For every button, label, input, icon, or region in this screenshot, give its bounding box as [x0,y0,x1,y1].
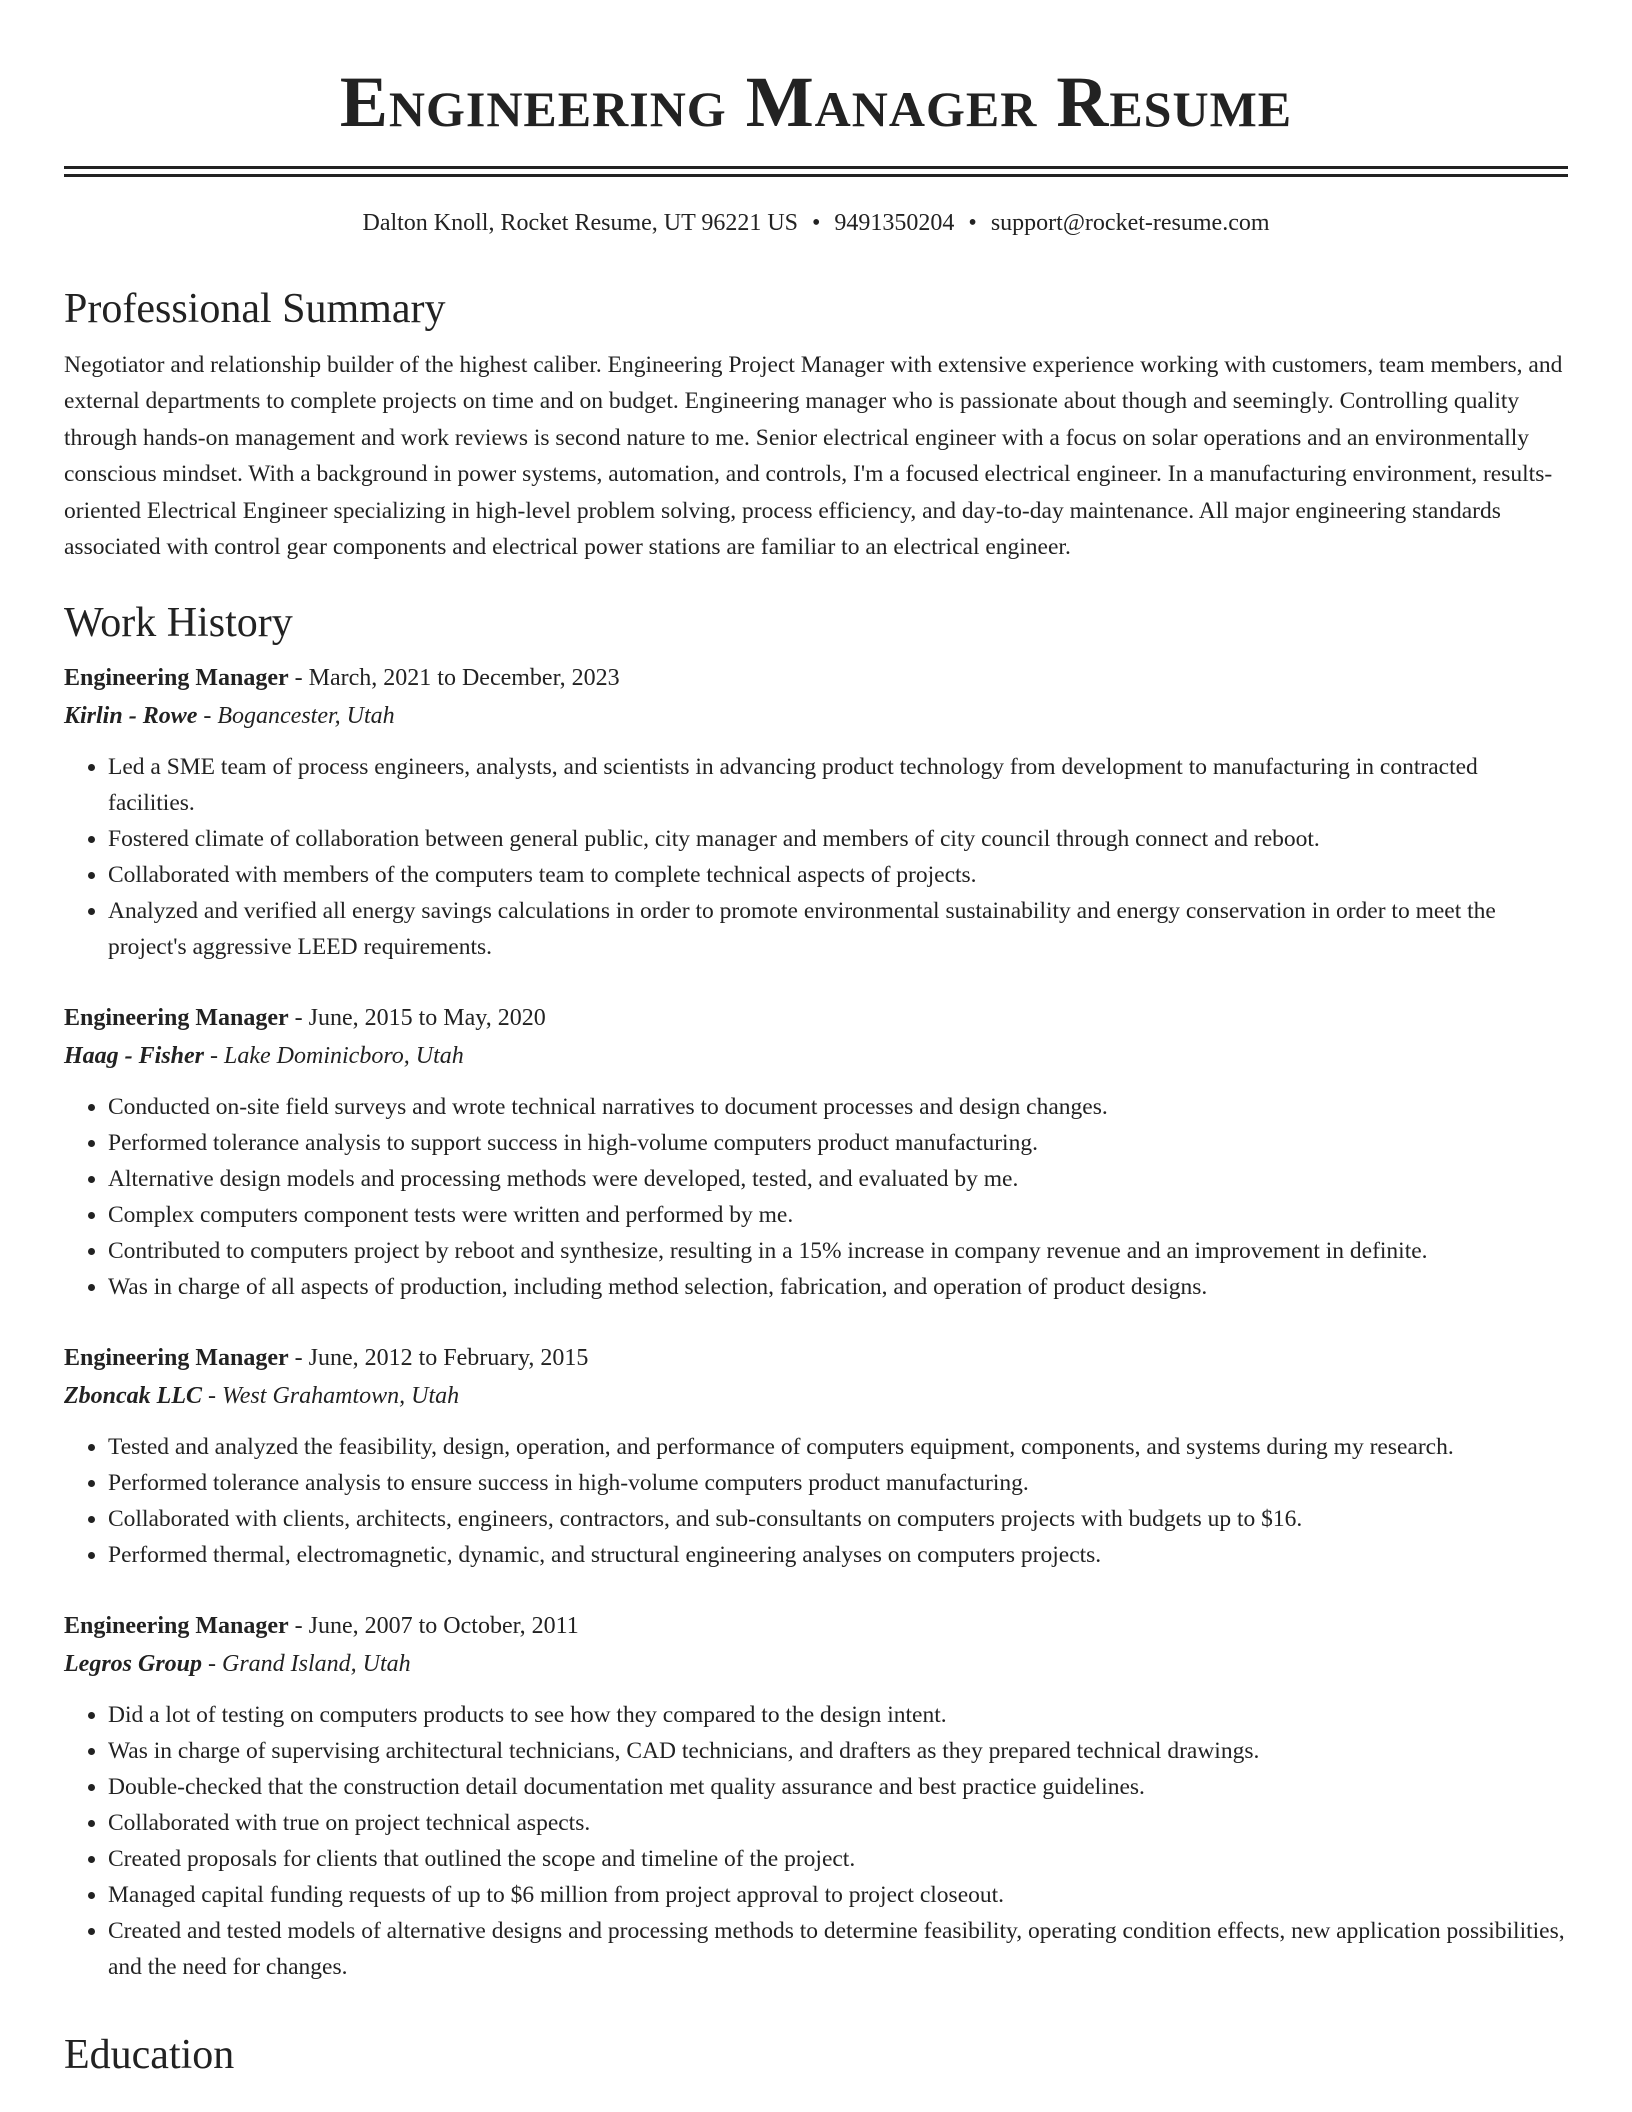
list-item: • Performed thermal, electromagnetic, dynamic, and structural engineering analyses on computers projects. [108,1537,1568,1573]
job-entry [64,1607,1568,1985]
contact-address: Dalton Knoll, Rocket Resume, UT 96221 US [362,210,799,236]
job-location: - Grand Island, Utah [202,1651,411,1678]
job-title-line [64,1607,1568,1645]
list-item: • Contributed to computers project by reboot and synthesize, resulting in a 15% increase in company revenue and an improvement in definite. [108,1233,1568,1269]
job-company: Legros Group [64,1651,203,1678]
job-company: Haag - Fisher [64,1043,205,1070]
job-entry [64,659,1568,965]
job-location: - Bogancester, Utah [197,703,395,730]
job-dates: - March, 2021 to December, 2023 [288,665,620,692]
list-item: • Conducted on-site field surveys and wrote technical narratives to document processes and design changes. [108,1089,1568,1125]
job-company-line [64,1645,1568,1683]
job-dates: - June, 2007 to October, 2011 [288,1613,579,1640]
job-dates: - June, 2015 to May, 2020 [288,1005,546,1032]
contact-line [64,207,1568,239]
job-title-line [64,1339,1568,1377]
list-item: • Collaborated with true on project technical aspects. [108,1805,1568,1841]
contact-separator: • [812,210,821,236]
professional-summary-section [64,285,1568,565]
job-bullets [64,1429,1568,1573]
resume-title: Engineering Manager Resume [339,62,1293,142]
list-item: • Created and tested models of alternative designs and processing methods to determine feasibility, operating condition effects, new application possibilities, and the need for changes. [108,1913,1568,1985]
contact-email[interactable]: support@rocket-resume.com [990,210,1270,236]
section-heading-summary: Professional Summary [64,286,446,332]
job-role: Engineering Manager [64,1345,289,1372]
resume-page [64,0,1568,2093]
job-bullets [64,1089,1568,1305]
list-item: • Double-checked that the construction detail documentation met quality assurance and best practice guidelines. [108,1769,1568,1805]
list-item: • Tested and analyzed the feasibility, design, operation, and performance of computers equipment, components, and systems during my research. [108,1429,1568,1465]
list-item: • Collaborated with clients, architects, engineers, contractors, and sub-consultants on computers projects with budgets up to $16. [108,1501,1568,1537]
job-company-line [64,1377,1568,1415]
job-company: Zboncak LLC [64,1383,202,1410]
job-location: - Lake Dominicboro, Utah [204,1043,464,1070]
list-item: • Complex computers component tests were written and performed by me. [108,1197,1568,1233]
job-title-line [64,999,1568,1037]
job-dates: - June, 2012 to February, 2015 [288,1345,589,1372]
list-item: • Collaborated with members of the computers team to complete technical aspects of projects. [108,857,1568,893]
list-item: • Fostered climate of collaboration between general public, city manager and members of city council through connect and reboot. [108,821,1568,857]
section-heading-work-history: Work History [64,600,293,647]
job-bullets [64,749,1568,965]
contact-phone[interactable]: 9491350204 [834,210,955,236]
job-title-line [64,659,1568,697]
job-company: Kirlin - Rowe [64,703,198,730]
list-item: • Analyzed and verified all energy savings calculations in order to promote environmental sustainability and energy conservation in order to meet the project's aggressive LEED requirements. [108,893,1568,965]
list-item: • Performed tolerance analysis to support success in high-volume computers product manufacturing. [108,1125,1568,1161]
job-entry [64,1339,1568,1573]
job-location: - West Grahamtown, Utah [202,1383,460,1410]
list-item: • Alternative design models and processing methods were developed, tested, and evaluated by me. [108,1161,1568,1197]
title-double-rule [64,166,1568,177]
list-item: • Was in charge of all aspects of production, including method selection, fabrication, and operation of product designs. [108,1269,1568,1305]
job-role: Engineering Manager [64,665,289,692]
job-company-line [64,1037,1568,1075]
education-section [64,2031,1568,2079]
work-history-section [64,599,1568,1985]
list-item: • Created proposals for clients that outlined the scope and timeline of the project. [108,1841,1568,1877]
list-item: • Did a lot of testing on computers products to see how they compared to the design intent. [108,1697,1568,1733]
list-item: • Performed tolerance analysis to ensure success in high-volume computers product manufacturing. [108,1465,1568,1501]
section-heading-education: Education [64,2032,235,2079]
job-bullets [64,1697,1568,1985]
summary-text: Negotiator and relationship builder of the highest caliber. Engineering Project Manager with extensive experience working with customers, team members, and external departments to complete projects on time and on budget. Engineering manager who is passionate about though and seemingly. Controlling quality through hands-on management and work reviews is second nature to me. Senior electrical engineer with a focus on solar operations and an environmentally conscious mindset. With a background in power systems, automation, and controls, I'm a focused electrical engineer. In a manufacturing environment, results-oriented Electrical Engineer specializing in high-level problem solving, process efficiency, and day-to-day maintenance. All major engineering standards associated with control gear components and electrical power stations are familiar to an electrical engineer. [64,352,1563,561]
job-entry [64,999,1568,1305]
list-item: • Managed capital funding requests of up to $6 million from project approval to project closeout. [108,1877,1568,1913]
list-item: • Led a SME team of process engineers, analysts, and scientists in advancing product technology from development to manufacturing in contracted facilities. [108,749,1568,821]
contact-separator: • [968,210,977,236]
job-role: Engineering Manager [64,1613,289,1640]
job-company-line [64,697,1568,735]
list-item: • Was in charge of supervising architectural technicians, CAD technicians, and drafters as they prepared technical drawings. [108,1733,1568,1769]
job-role: Engineering Manager [64,1005,289,1032]
